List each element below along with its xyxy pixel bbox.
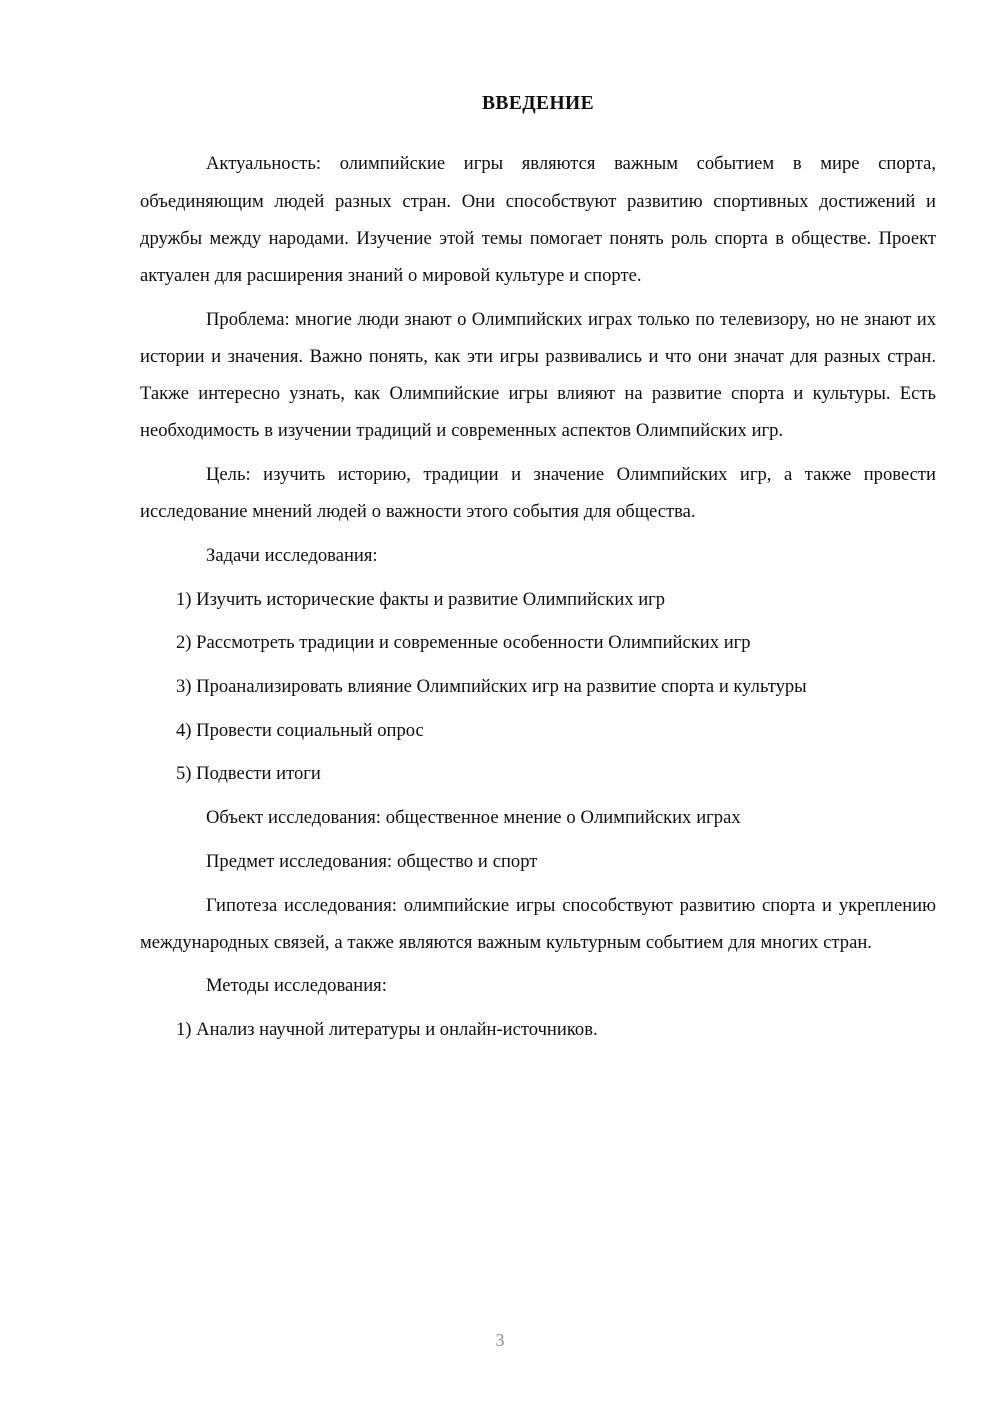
subheading-methods: Методы исследования: <box>206 975 387 997</box>
page-number: 3 <box>495 1330 505 1350</box>
paragraph-subject: Предмет исследования: общество и спорт <box>206 850 538 872</box>
document-body <box>140 92 936 1055</box>
paragraph-relevance: Актуальность: олимпийские игры являются важным событием в мире спорта, объединяющим людей разных стран. Они способствуют развитию спортивных достижений и дружбы между народами. Изучение этой темы помогает понять роль спорта в обществе. Проект актуален для расширения знаний о мировой культуре и спорте. <box>140 153 936 286</box>
paragraph-goal: Цель: изучить историю, традиции и значение Олимпийских игр, а также провести исследование мнений людей о важности этого события для общества. <box>140 464 936 523</box>
list-item-task-2: 2) Рассмотреть традиции и современные особенности Олимпийских игр <box>176 632 751 654</box>
list-item-task-3: 3) Проанализировать влияние Олимпийских игр на развитие спорта и культуры <box>176 676 807 698</box>
page-title: ВВЕДЕНИЕ <box>482 93 594 114</box>
list-item-task-5: 5) Подвести итоги <box>176 763 321 785</box>
subheading-tasks: Задачи исследования: <box>206 544 378 566</box>
paragraph-problem: Проблема: многие люди знают о Олимпийских играх только по телевизору, но не знают их истории и значения. Важно понять, как эти игры развивались и что они значат для разных стран. Также интересно узнать, как Олимпийские игры влияют на развитие спорта и культуры. Есть необходимость в изучении традиций и современных аспектов Олимпийских игр. <box>140 308 936 442</box>
list-item-method-1: 1) Анализ научной литературы и онлайн-источников. <box>176 1019 598 1041</box>
list-item-task-1: 1) Изучить исторические факты и развитие Олимпийских игр <box>176 588 666 610</box>
list-item-task-4: 4) Провести социальный опрос <box>176 719 424 741</box>
paragraph-object: Объект исследования: общественное мнение о Олимпийских играх <box>206 807 741 829</box>
paragraph-hypothesis: Гипотеза исследования: олимпийские игры способствуют развитию спорта и укреплению международных связей, а также являются важным культурным событием для многих стран. <box>140 894 936 953</box>
